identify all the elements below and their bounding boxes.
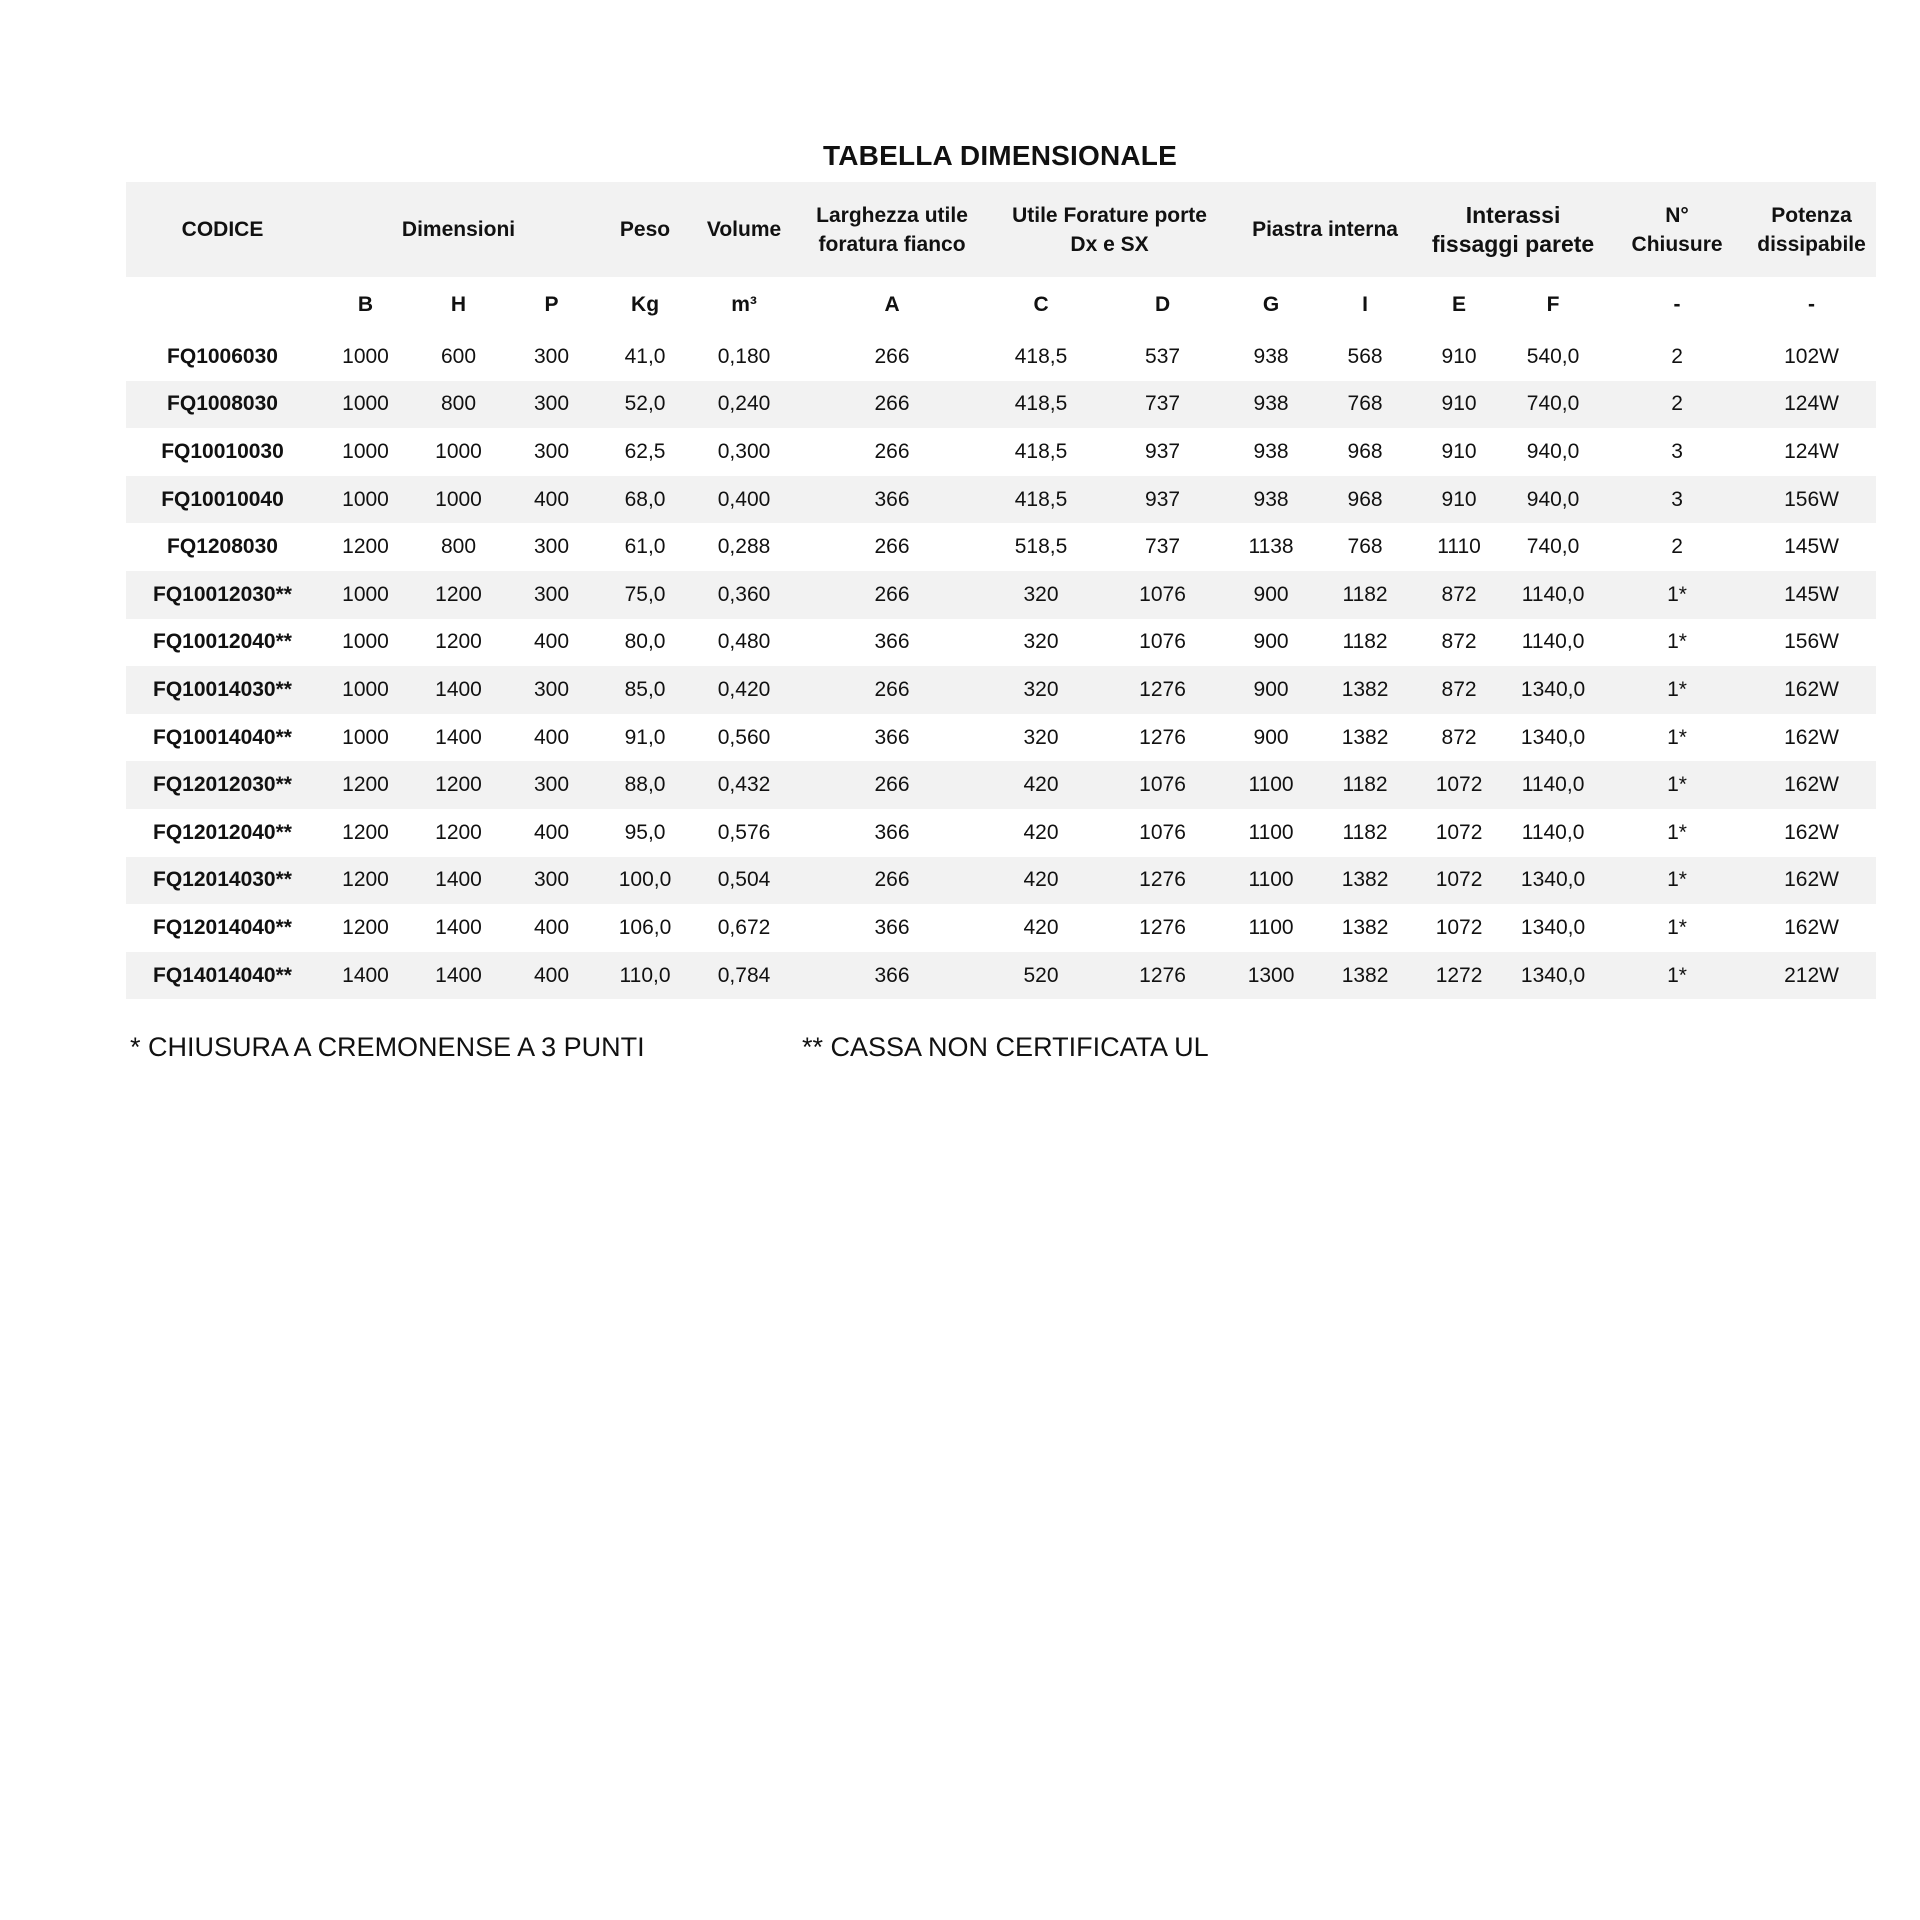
table-row [126, 857, 1876, 905]
table-cell: 1000 [435, 439, 482, 463]
table-cell: 400 [505, 476, 598, 524]
table-cell: 266 [874, 439, 910, 463]
table-cell: 162W [1784, 915, 1839, 939]
header-potenza [1747, 182, 1876, 277]
header-codice: CODICE [126, 182, 319, 277]
table-cell: 1000 [342, 725, 389, 749]
table-cell: 0,504 [692, 857, 796, 905]
table-cell: 937 [1094, 476, 1231, 524]
table-cell: 418,5 [988, 381, 1094, 429]
table-cell: 0,400 [692, 476, 796, 524]
table-cell: 300 [505, 381, 598, 429]
table-cell: 1340,0 [1520, 725, 1586, 749]
table-cell: 300 [505, 761, 598, 809]
table-cell: 800 [440, 535, 477, 559]
table-cell: 520 [988, 952, 1094, 1000]
cell-codice: FQ10014030** [126, 666, 319, 714]
table-cell: 0,432 [692, 761, 796, 809]
header-volume: Volume [692, 182, 796, 277]
table-cell: 1* [1667, 820, 1687, 844]
cell-codice: FQ10012040** [153, 630, 292, 654]
dimension-table [126, 182, 1876, 999]
table-cell: 3 [1671, 439, 1683, 463]
header-utile-forature [988, 182, 1231, 277]
table-cell: 300 [505, 857, 598, 905]
table-cell: 41,0 [624, 344, 666, 368]
table-cell: 938 [1231, 381, 1311, 429]
table-cell: 1276 [1139, 915, 1186, 939]
table-cell: 872 [1441, 630, 1477, 654]
header-piastra: Piastra interna [1231, 182, 1419, 277]
table-cell: 1110 [1437, 535, 1481, 559]
subheader-cell [126, 277, 319, 333]
table-cell: 1200 [319, 761, 412, 809]
note-ul: ** CASSA NON CERTIFICATA UL [802, 1032, 1209, 1062]
table-cell: 156W [1784, 630, 1839, 654]
table-cell: 266 [874, 344, 910, 368]
table-cell: 1382 [1341, 725, 1389, 749]
table-cell: 900 [1253, 725, 1289, 749]
table-row [126, 904, 1876, 952]
table-row [126, 714, 1876, 762]
table-cell: 1076 [1094, 571, 1231, 619]
table-row [126, 761, 1876, 809]
table-cell: 145W [1747, 571, 1876, 619]
table-cell: 162W [1747, 857, 1876, 905]
table-cell: 968 [1347, 439, 1383, 463]
header-chiusure [1607, 182, 1747, 277]
table-cell: 0,480 [717, 630, 771, 654]
table-cell: 768 [1347, 535, 1383, 559]
table-cell: 1400 [412, 952, 505, 1000]
table-cell: 3 [1607, 476, 1747, 524]
table-cell: 1200 [342, 820, 389, 844]
table-cell: 938 [1231, 476, 1311, 524]
table-cell: 872 [1441, 725, 1477, 749]
table-cell: 1100 [1248, 820, 1294, 844]
table-cell: 0,180 [717, 344, 771, 368]
table-cell: 52,0 [598, 381, 692, 429]
subheader-cell: B [357, 293, 374, 316]
table-cell: 420 [988, 761, 1094, 809]
table-cell: 266 [796, 857, 988, 905]
subheader-row [126, 277, 1876, 333]
table-cell: 1382 [1311, 952, 1419, 1000]
table-cell: 400 [533, 915, 570, 939]
table-cell: 1140,0 [1521, 820, 1585, 844]
header-interassi-line2: fissaggi parete [1431, 230, 1595, 257]
cell-codice: FQ12012040** [153, 820, 292, 844]
table-cell: 1276 [1094, 857, 1231, 905]
subheader-cell: P [544, 293, 559, 316]
table-cell: 1200 [342, 535, 389, 559]
table-cell: 162W [1747, 666, 1876, 714]
header-dimensioni: Dimensioni [319, 182, 598, 277]
table-cell: 1000 [412, 476, 505, 524]
table-cell: 1382 [1311, 666, 1419, 714]
cell-codice: FQ1008030 [126, 381, 319, 429]
table-cell: 1200 [319, 857, 412, 905]
table-cell: 1100 [1231, 857, 1311, 905]
table-cell: 110,0 [598, 952, 692, 1000]
cell-codice: FQ1006030 [167, 344, 278, 368]
table-cell: 1* [1607, 952, 1747, 1000]
table-cell: 1* [1667, 915, 1687, 939]
table-cell: 740,0 [1526, 535, 1580, 559]
table-cell: 100,0 [598, 857, 692, 905]
table-row [126, 381, 1876, 429]
table-cell: 1000 [319, 666, 412, 714]
table-row [126, 476, 1876, 524]
table-cell: 162W [1747, 761, 1876, 809]
table-cell: 400 [533, 630, 570, 654]
table-row [126, 523, 1876, 571]
table-cell: 91,0 [624, 725, 666, 749]
cell-codice: FQ1208030 [167, 535, 278, 559]
table-cell: 1140,0 [1499, 761, 1607, 809]
subheader-cell: I [1362, 293, 1368, 316]
table-cell: 1340,0 [1499, 666, 1607, 714]
table-cell: 88,0 [598, 761, 692, 809]
table-cell: 0,672 [717, 915, 771, 939]
table-cell: 1100 [1231, 761, 1311, 809]
table-cell: 938 [1253, 439, 1289, 463]
table-cell: 266 [796, 666, 988, 714]
subheader-cell: A [884, 293, 900, 316]
table-cell: 540,0 [1526, 344, 1580, 368]
table-cell: 418,5 [988, 476, 1094, 524]
table-cell: 1000 [319, 381, 412, 429]
table-cell: 266 [796, 761, 988, 809]
table-cell: 300 [533, 439, 570, 463]
table-cell: 400 [505, 952, 598, 1000]
table-cell: 1340,0 [1520, 915, 1586, 939]
table-cell: 1400 [412, 857, 505, 905]
table-cell: 320 [1023, 725, 1059, 749]
table-cell: 80,0 [624, 630, 666, 654]
note-closure: * CHIUSURA A CREMONENSE A 3 PUNTI [130, 1032, 645, 1062]
header-utile-line2: Dx e SX [1070, 232, 1149, 256]
table-cell: 1000 [319, 476, 412, 524]
table-cell: 872 [1419, 666, 1499, 714]
table-cell: 102W [1784, 344, 1839, 368]
table-cell: 1072 [1419, 761, 1499, 809]
table-cell: 1000 [319, 571, 412, 619]
table-cell: 300 [533, 535, 570, 559]
header-row [126, 182, 1876, 277]
table-cell: 366 [796, 476, 988, 524]
table-cell: 156W [1747, 476, 1876, 524]
header-potenza-line1: Potenza [1771, 203, 1852, 227]
subheader-cell: G [1262, 293, 1280, 316]
table-cell: 0,420 [692, 666, 796, 714]
table-cell: 0,784 [692, 952, 796, 1000]
table-cell: 1200 [342, 915, 389, 939]
table-cell: 106,0 [618, 915, 672, 939]
page-title: TABELLA DIMENSIONALE [823, 140, 1177, 171]
table-cell: 1140,0 [1521, 630, 1585, 654]
cell-codice: FQ12014040** [153, 915, 292, 939]
table-cell: 1* [1607, 571, 1747, 619]
table-cell: 1182 [1342, 820, 1388, 844]
table-cell: 1072 [1435, 915, 1483, 939]
table-cell: 366 [796, 952, 988, 1000]
table-cell: 300 [533, 344, 570, 368]
table-cell: 300 [505, 666, 598, 714]
table-cell: 1340,0 [1499, 857, 1607, 905]
cell-codice: FQ12012030** [126, 761, 319, 809]
table-cell: 1400 [412, 666, 505, 714]
table-cell: 400 [533, 820, 570, 844]
subheader-cell: D [1154, 293, 1171, 316]
table-cell: 1140,0 [1499, 571, 1607, 619]
header-interassi [1419, 182, 1607, 277]
subheader-cell: C [1033, 293, 1049, 316]
header-larghezza-line1: Larghezza utile [816, 203, 968, 227]
table-row [126, 428, 1876, 476]
table-cell: 420 [1023, 820, 1059, 844]
table-cell: 61,0 [624, 535, 666, 559]
table-cell: 1* [1607, 666, 1747, 714]
table-cell: 366 [874, 915, 910, 939]
table-cell: 1276 [1094, 666, 1231, 714]
table-cell: 1000 [342, 630, 389, 654]
table-cell: 420 [988, 857, 1094, 905]
table-cell: 1200 [412, 571, 505, 619]
table-cell: 162W [1784, 725, 1839, 749]
subheader-cell: F [1546, 293, 1560, 316]
table-cell: 1076 [1139, 630, 1186, 654]
table-body [126, 333, 1876, 999]
table-cell: 1072 [1435, 820, 1483, 844]
table-cell: 212W [1747, 952, 1876, 1000]
table-cell: 2 [1671, 344, 1683, 368]
table-cell: 940,0 [1526, 439, 1580, 463]
table-cell: 162W [1784, 820, 1839, 844]
table-cell: 0,288 [717, 535, 771, 559]
table-cell: 1400 [319, 952, 412, 1000]
table-row [126, 809, 1876, 857]
table-cell: 537 [1145, 344, 1181, 368]
cell-codice: FQ14014040** [126, 952, 319, 1000]
table-cell: 320 [988, 571, 1094, 619]
subheader-cell: m³ [731, 293, 757, 316]
header-larghezza-line2: foratura fianco [818, 232, 966, 256]
table-cell: 0,576 [717, 820, 771, 844]
table-cell: 938 [1253, 344, 1289, 368]
table-cell: 0,240 [692, 381, 796, 429]
table-cell: 75,0 [598, 571, 692, 619]
table-cell: 1182 [1311, 571, 1419, 619]
table-cell: 124W [1784, 439, 1839, 463]
header-utile-line1: Utile Forature porte [1012, 203, 1207, 227]
table-cell: 737 [1145, 535, 1181, 559]
subheader-cell: H [450, 293, 467, 316]
table-cell: 910 [1419, 381, 1499, 429]
table-cell: 2 [1607, 381, 1747, 429]
table-cell: 1400 [435, 915, 482, 939]
table-cell: 320 [1023, 630, 1059, 654]
table-cell: 1076 [1094, 761, 1231, 809]
table-cell: 1072 [1419, 857, 1499, 905]
table-cell: 910 [1419, 476, 1499, 524]
table-cell: 1272 [1419, 952, 1499, 1000]
table-cell: 1340,0 [1499, 952, 1607, 1000]
table-cell: 124W [1747, 381, 1876, 429]
table-cell: 910 [1441, 344, 1477, 368]
table-cell: 1138 [1248, 535, 1294, 559]
table-cell: 2 [1671, 535, 1683, 559]
table-cell: 68,0 [598, 476, 692, 524]
table-cell: 0,560 [717, 725, 771, 749]
table-cell: 0,300 [717, 439, 771, 463]
table-cell: 1276 [1094, 952, 1231, 1000]
table-cell: 1* [1607, 761, 1747, 809]
table-cell: 366 [874, 820, 910, 844]
table-cell: 937 [1145, 439, 1181, 463]
table-cell: 1276 [1139, 725, 1186, 749]
table-cell: 300 [505, 571, 598, 619]
table-cell: 1200 [412, 761, 505, 809]
subheader-cell: E [1452, 293, 1467, 316]
table-cell: 1000 [342, 344, 389, 368]
table-cell: 1182 [1311, 761, 1419, 809]
header-peso: Peso [598, 182, 692, 277]
table-cell: 0,360 [692, 571, 796, 619]
table-row [126, 333, 1876, 381]
table-cell: 418,5 [1014, 344, 1068, 368]
table-cell: 1182 [1342, 630, 1388, 654]
cell-codice: FQ12014030** [126, 857, 319, 905]
table-cell: 400 [533, 725, 570, 749]
table-cell: 940,0 [1499, 476, 1607, 524]
table-cell: 800 [412, 381, 505, 429]
header-chiusure-line1: N° [1665, 203, 1689, 227]
table-cell: 1382 [1311, 857, 1419, 905]
table-cell: 1* [1607, 857, 1747, 905]
table-row [126, 571, 1876, 619]
table-cell: 968 [1311, 476, 1419, 524]
table-cell: 1300 [1231, 952, 1311, 1000]
table-cell: 145W [1784, 535, 1839, 559]
table-cell: 737 [1094, 381, 1231, 429]
cell-codice: FQ10010030 [161, 439, 284, 463]
table-cell: 1400 [435, 725, 482, 749]
header-larghezza [796, 182, 988, 277]
table-cell: 1000 [342, 439, 389, 463]
table-cell: 740,0 [1499, 381, 1607, 429]
table-cell: 600 [440, 344, 477, 368]
table-cell: 95,0 [624, 820, 666, 844]
table-row [126, 952, 1876, 1000]
footnotes [130, 1032, 1209, 1063]
table-cell: 1382 [1341, 915, 1389, 939]
header-chiusure-line2: Chiusure [1631, 232, 1723, 256]
table-cell: 418,5 [1014, 439, 1068, 463]
subheader-cell: - [1808, 293, 1816, 316]
header-potenza-line2: dissipabile [1757, 232, 1866, 256]
table-cell: 366 [874, 725, 910, 749]
table-cell: 900 [1231, 666, 1311, 714]
header-interassi-line1: Interassi [1465, 201, 1561, 228]
table-cell: 1076 [1139, 820, 1186, 844]
subheader-cell: - [1673, 293, 1681, 316]
table-cell: 900 [1231, 571, 1311, 619]
table-cell: 420 [1023, 915, 1059, 939]
table-cell: 900 [1253, 630, 1289, 654]
table-row [126, 619, 1876, 667]
table-cell: 768 [1311, 381, 1419, 429]
table-cell: 266 [796, 381, 988, 429]
table-cell: 1* [1667, 630, 1687, 654]
subheader-cell: Kg [631, 293, 660, 316]
cell-codice: FQ10014040** [153, 725, 292, 749]
table-cell: 85,0 [598, 666, 692, 714]
table-cell: 1100 [1248, 915, 1294, 939]
cell-codice: FQ10012030** [126, 571, 319, 619]
table-cell: 1200 [435, 630, 482, 654]
table-cell: 266 [796, 571, 988, 619]
table-cell: 366 [874, 630, 910, 654]
table-cell: 1* [1667, 725, 1687, 749]
cell-codice: FQ10010040 [126, 476, 319, 524]
table-cell: 266 [874, 535, 910, 559]
table-cell: 320 [988, 666, 1094, 714]
table-cell: 518,5 [1014, 535, 1068, 559]
table-cell: 910 [1441, 439, 1477, 463]
table-cell: 62,5 [624, 439, 666, 463]
table-row [126, 666, 1876, 714]
table-cell: 872 [1419, 571, 1499, 619]
table-cell: 1200 [435, 820, 482, 844]
table-cell: 568 [1347, 344, 1383, 368]
